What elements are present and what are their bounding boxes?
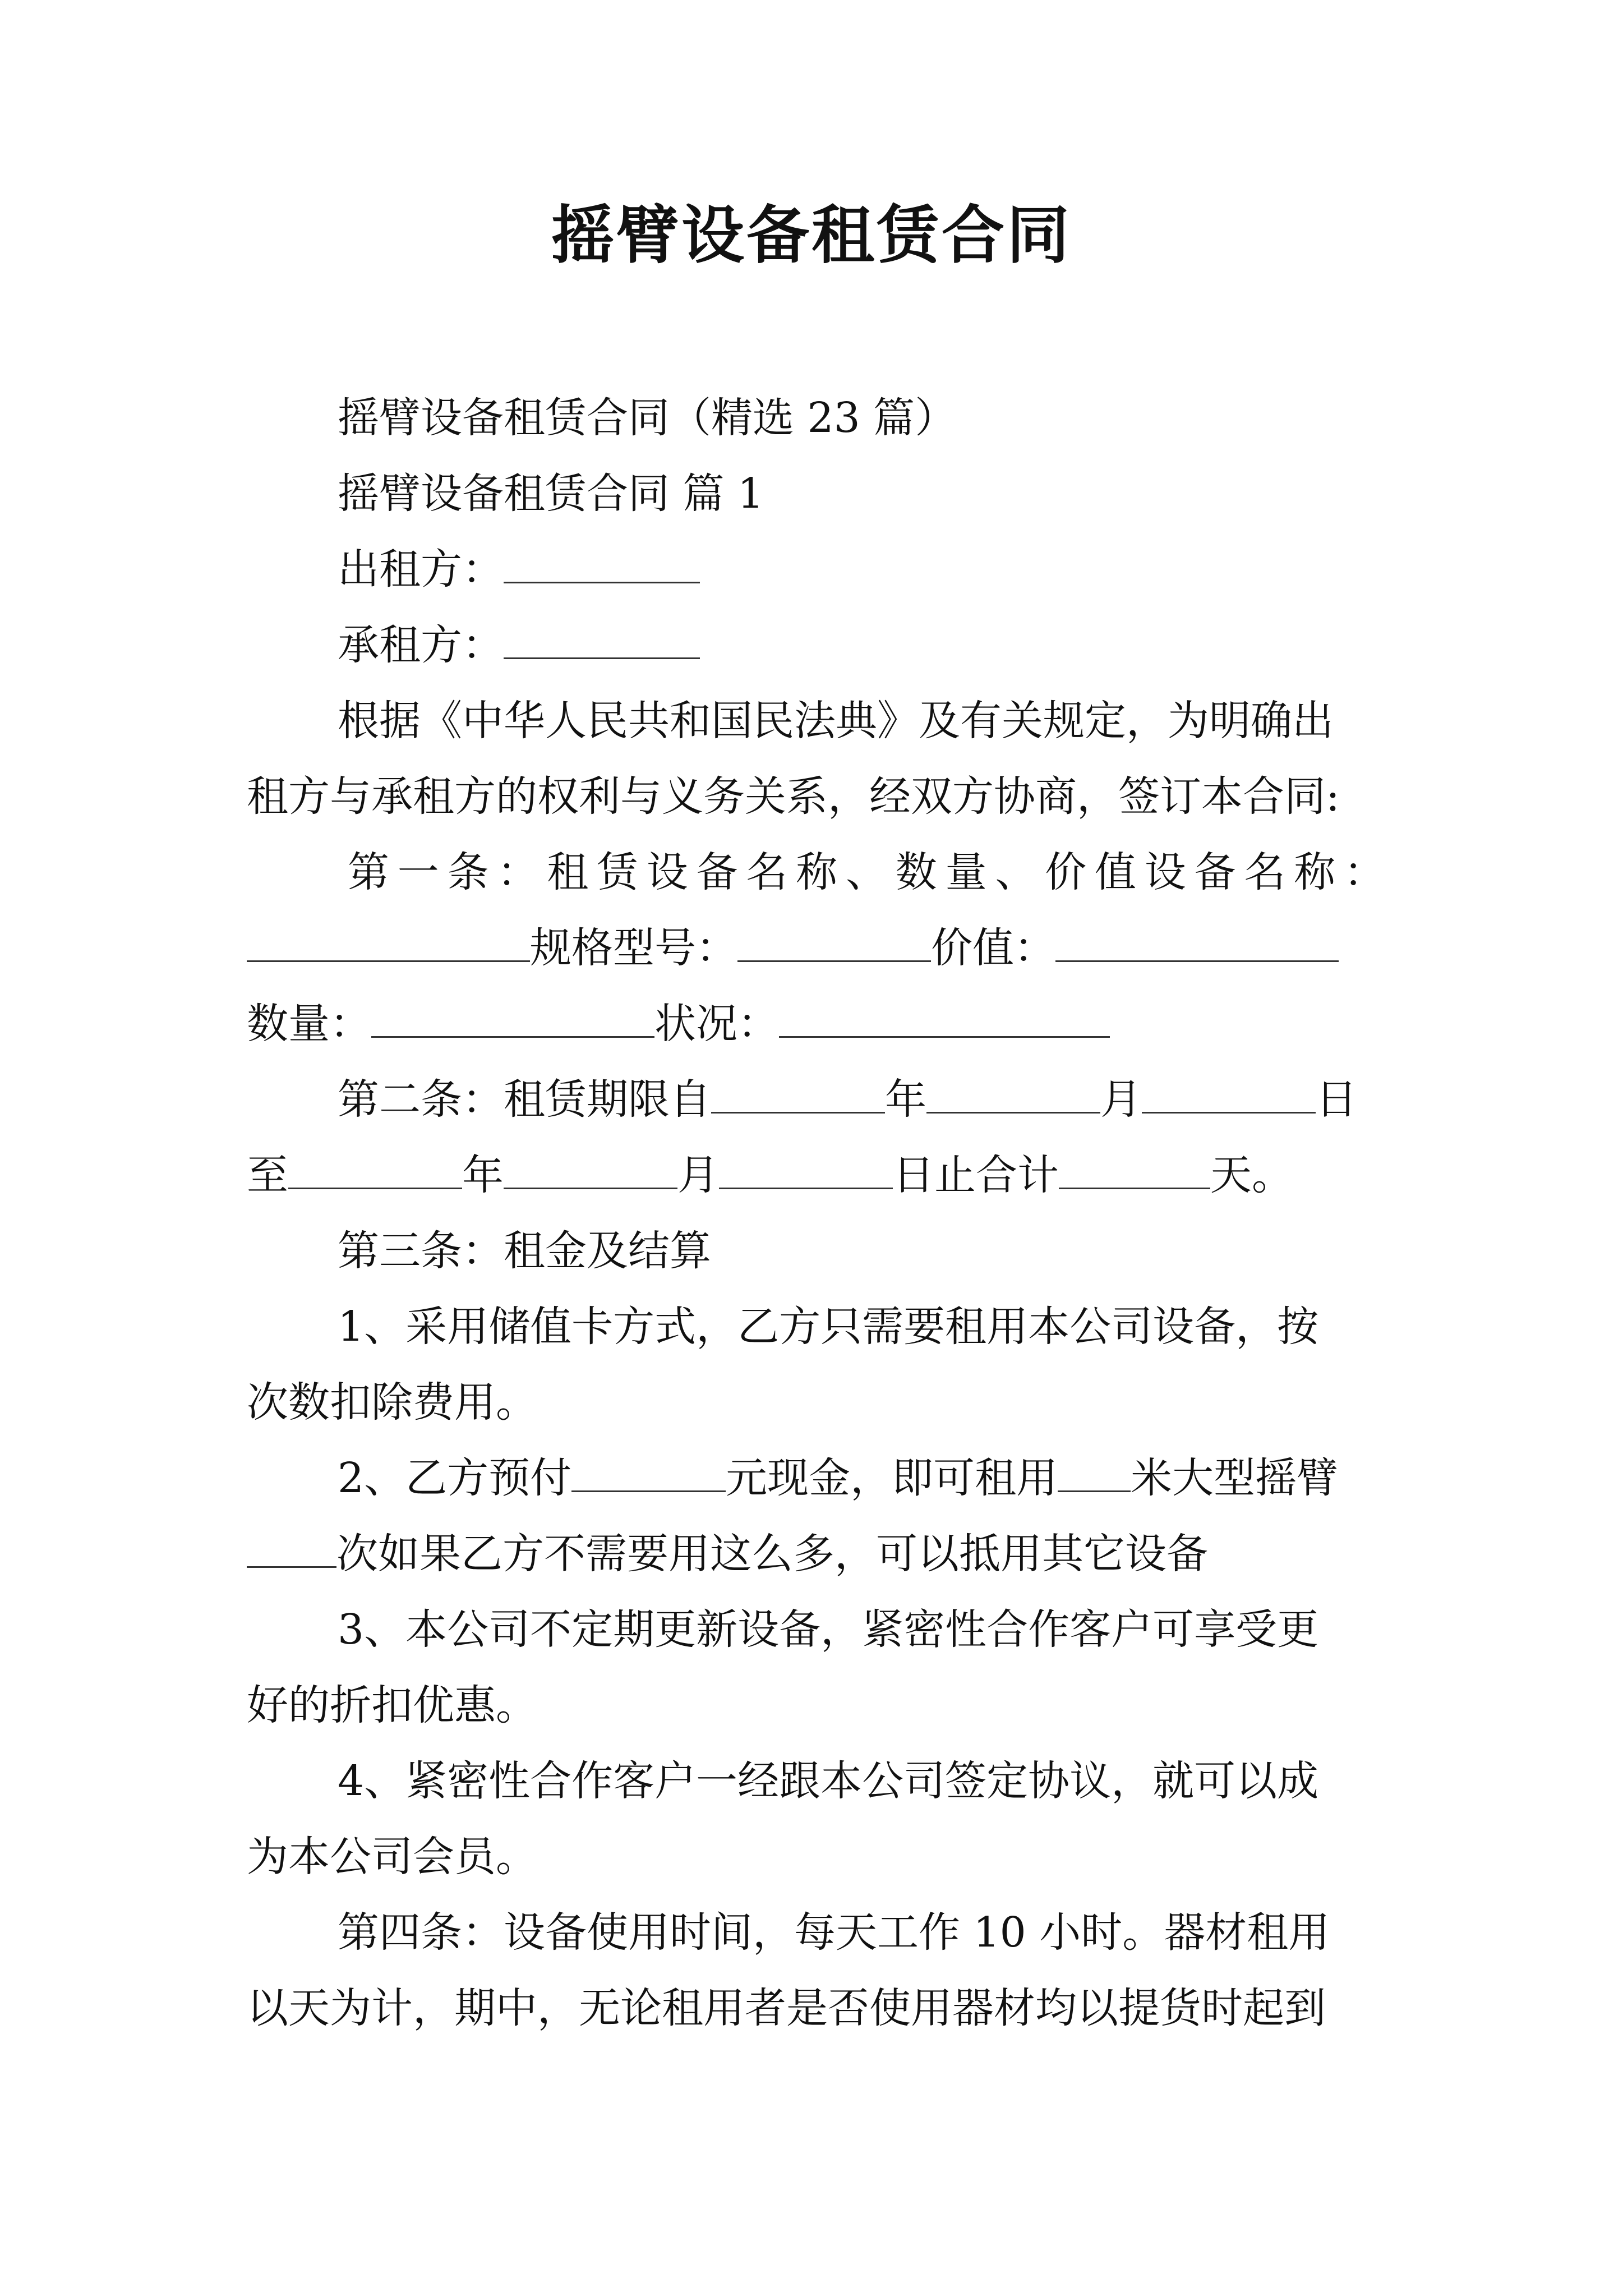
total-days-blank xyxy=(1059,1147,1210,1189)
lessor-line: 出租方： xyxy=(247,539,1385,600)
paragraph-line: 为本公司会员。 xyxy=(247,1833,537,1881)
times-blank xyxy=(247,1526,336,1568)
article-2-line: 至 年 月 日止合计 天。 xyxy=(247,1144,1385,1206)
model-blank xyxy=(737,920,931,962)
paragraph-line: 根据《中华人民共和国民法典》及有关规定，为明确出 xyxy=(338,697,1334,745)
paragraph-line: 1、采用储值卡方式，乙方只需要租用本公司设备，按 xyxy=(338,1303,1319,1351)
paragraph-line: 2、乙方预付 元现金，即可租用 米大型摇臂 xyxy=(247,1447,1385,1509)
lessor-blank xyxy=(504,541,700,583)
subtitle-line: 摇臂设备租赁合同（精选 23 篇） xyxy=(338,394,957,442)
paragraph-line: 租方与承租方的权利与义务关系，经双方协商，签订本合同: xyxy=(247,772,1340,821)
paragraph-line: 4、紧密性合作客户一经跟本公司签定协议，就可以成 xyxy=(338,1757,1319,1805)
end-year-blank xyxy=(288,1147,462,1189)
article-2-line: 第二条：租赁期限自 年 月 日 xyxy=(247,1069,1385,1130)
article-1-line: 第一条：租赁设备名称、数量、价值设备名称： xyxy=(348,848,1385,896)
paragraph-line: 好的折扣优惠。 xyxy=(247,1681,537,1729)
start-year-blank xyxy=(711,1071,885,1114)
paragraph-line: 次数扣除费用。 xyxy=(247,1378,537,1427)
condition-blank xyxy=(779,996,1110,1038)
article-3-heading: 第三条：租金及结算 xyxy=(338,1227,711,1275)
paragraph-line: 3、本公司不定期更新设备，紧密性合作客户可享受更 xyxy=(338,1605,1319,1654)
meters-blank xyxy=(1058,1450,1131,1492)
paragraph-line: 次如果乙方不需要用这么多，可以抵用其它设备 xyxy=(247,1523,1385,1585)
prepay-amount-blank xyxy=(571,1450,726,1492)
value-blank xyxy=(1055,920,1339,962)
end-month-blank xyxy=(504,1147,677,1189)
lessee-blank xyxy=(504,617,700,659)
document-title: 摇臂设备租赁合同 xyxy=(551,199,1072,272)
start-day-blank xyxy=(1142,1071,1316,1114)
article-4-line: 第四条：设备使用时间，每天工作 10 小时。器材租用 xyxy=(338,1908,1330,1957)
equipment-name-blank xyxy=(247,920,530,962)
quantity-blank xyxy=(371,996,654,1038)
article-1-fields: 数量： 状况： xyxy=(247,993,1385,1055)
lessee-line: 承租方： xyxy=(247,614,1385,676)
article-1-fields: 规格型号： 价值： xyxy=(247,917,1385,979)
section-heading: 摇臂设备租赁合同 篇 1 xyxy=(338,470,764,518)
start-month-blank xyxy=(926,1071,1100,1114)
end-day-blank xyxy=(719,1147,893,1189)
paragraph-line: 以天为计，期中，无论租用者是否使用器材均以提货时起到 xyxy=(247,1984,1326,2032)
